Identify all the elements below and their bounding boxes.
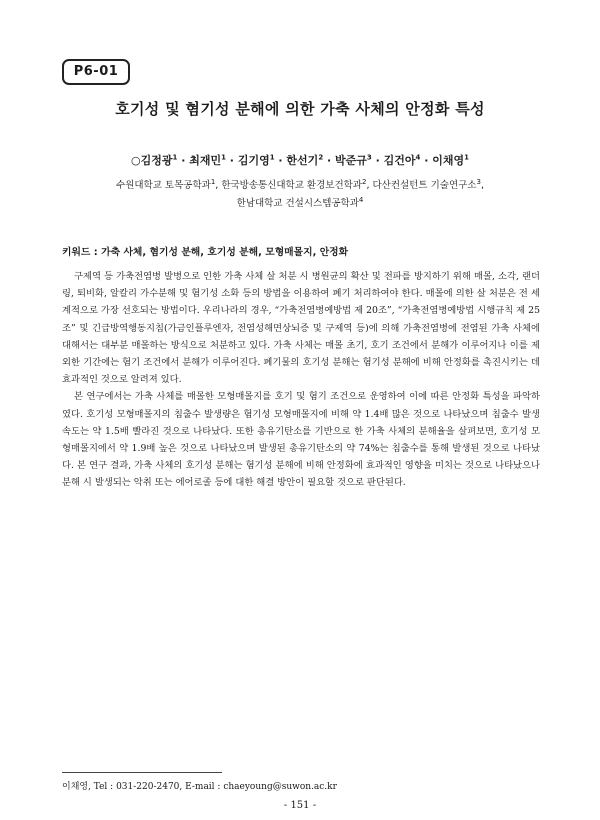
author-name: 이채영 bbox=[432, 154, 465, 167]
paper-title: 호기성 및 혐기성 분해에 의한 가축 사체의 안정화 특성 bbox=[115, 100, 485, 118]
keywords: 키워드 : 가축 사체, 혐기성 분해, 호기성 분해, 모형매몰지, 안정화 bbox=[62, 247, 349, 258]
page-number: - 151 - bbox=[283, 800, 317, 811]
author-name: 김건아 bbox=[383, 154, 416, 167]
author-name: 박준규 bbox=[335, 154, 367, 167]
footnote-divider bbox=[62, 772, 222, 773]
author-name: 김정광 bbox=[140, 154, 173, 167]
affiliations-line-2: 한남대학교 건설시스템공학과$^4$ bbox=[236, 195, 364, 209]
abstract-paragraph: 구제역 등 가축전염병 발병으로 인한 가축 사체 살 처분 시 병원균의 확산 및 전파를 방지하기 위해 매몰, 소각, 랜더링, 퇴비화, 알칼리 가수분해 및 혐기성 소화 등의 방법을 이용하여 폐기 처리하여야 한다. 매몰에 의한 살 처분은 전 세계적으로 가장 선호되는 방법이다. 우리나라의 경우, “가축전염병예방법 제 20조”, “가축전염병예방법 시행규칙 제 25조” 및 긴급방역행동지침(가금인플루엔자, 전염성해면상뇌증 및 구제역 등)에 의해 가축전염병에 전염된 가축 사체에 대해서는 대부분 매몰하는 방식으로 처분하고 있다. 가축 사체는 매몰 초기, 호기 조건에서 분해가 이루어지나 이를 제외한 기간에는 혐기 조건에서 분해가 이루어진다. 폐기물의 호기성 분해는 혐기성 분해에 비해 안정화를 촉진시키는 데 효과적인 것으로 알려져 있다. bbox=[62, 271, 540, 386]
presenter-marker: ○ bbox=[130, 154, 141, 167]
session-badge: P6-01 bbox=[62, 59, 130, 85]
author-name: 한선기 bbox=[286, 154, 319, 167]
author-name: 최재민 bbox=[189, 154, 222, 167]
footnote-contact: 이채영, Tel : 031-220-2470, E-mail : chaeyoung@suwon.ac.kr bbox=[62, 782, 337, 792]
abstract-body bbox=[62, 268, 540, 492]
affiliations-line-1: 수원대학교 토목공학과$^1$, 한국방송통신대학교 환경보건학과$^2$, 다산컨설턴트 기술연구소$^3$, bbox=[116, 177, 484, 191]
abstract-paragraph: 본 연구에서는 가축 사체를 매몰한 모형매몰지를 호기 및 혐기 조건으로 운영하여 이에 따른 안정화 특성을 파악하였다. 호기성 모형매몰지의 침출수 발생량은 혐기성 모형매몰지에 비해 약 1.4배 많은 것으로 나타났으며 침출수 발생속도는 약 1.5배 빨라진 것으로 나타났다. 또한 총유기탄소를 기반으로 한 가축 사체의 분해율을 살펴보면, 호기성 모형매몰지에서 약 1.9배 높은 것으로 나타났으며 발생된 총유기탄소의 약 74%는 침출수를 통해 발생된 것으로 나타났다. 본 연구 결과, 가축 사체의 호기성 분해는 혐기성 분해에 비해 안정화에 효과적인 영향을 미치는 것으로 나타났으나 분해 시 발생되는 악취 또는 에어로졸 등에 대한 해결 방안이 필요할 것으로 판단된다. bbox=[62, 391, 540, 489]
author-list: ○김정광$^1$ · 최재민$^1$ · 김기영$^1$ · 한선기$^2$ · 박준규$^3$ · 김건아$^4$ · 이채영$^1$ bbox=[130, 153, 470, 167]
author-name: 김기영 bbox=[237, 154, 270, 167]
